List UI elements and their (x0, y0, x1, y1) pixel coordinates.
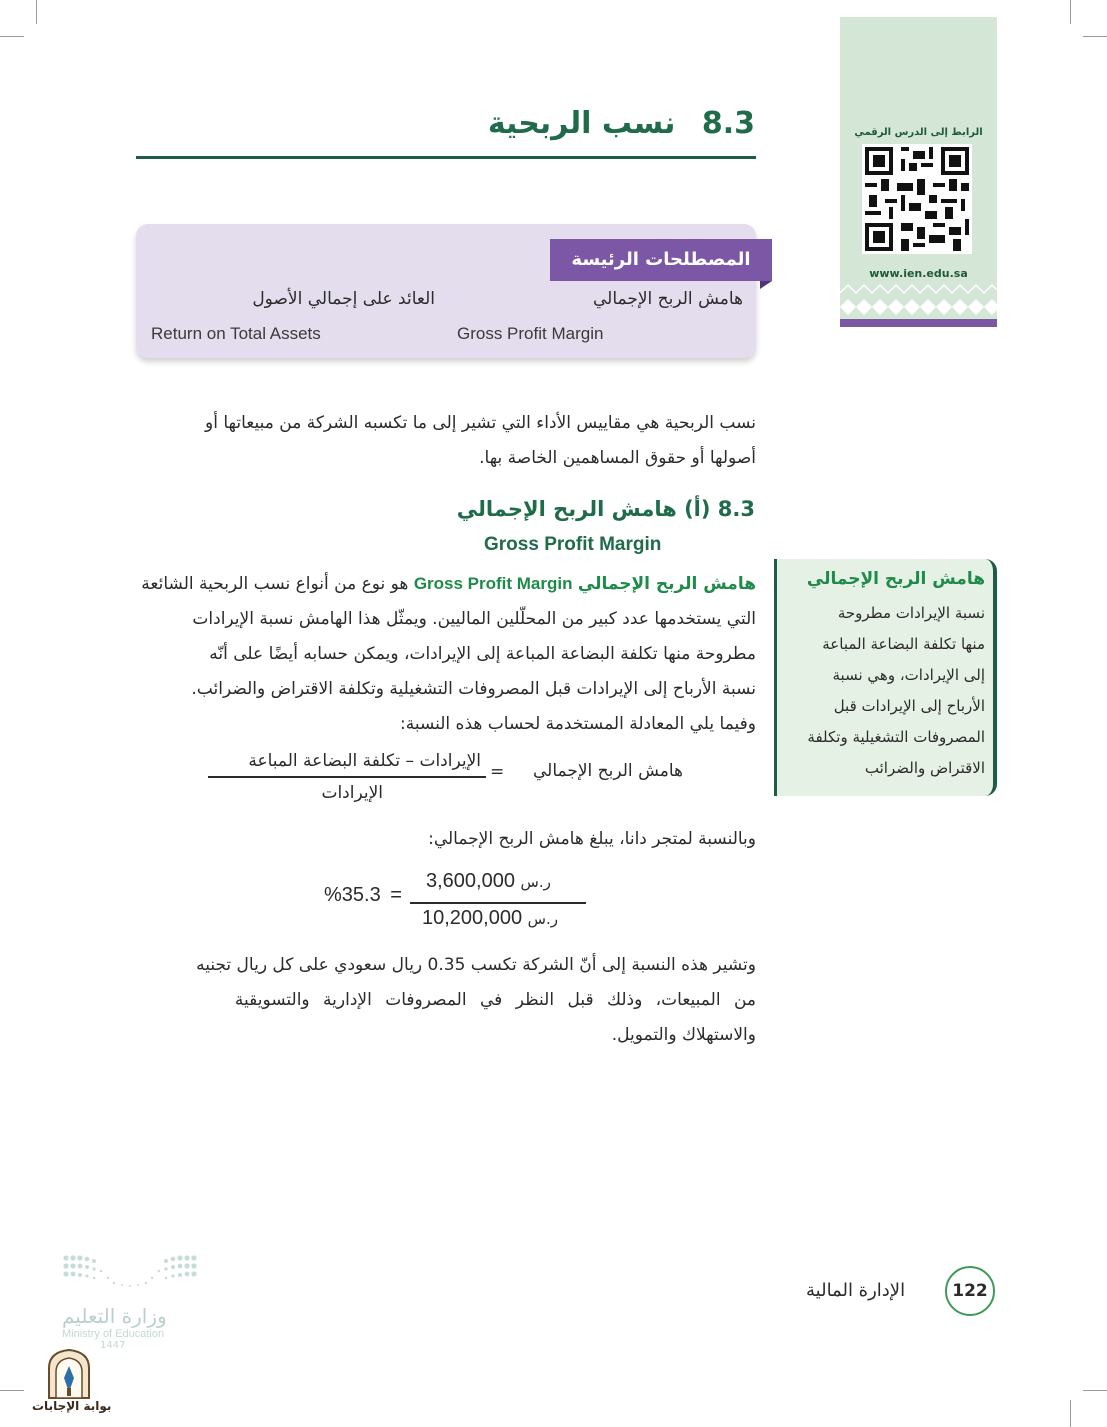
ministry-year: 1447 (100, 1340, 126, 1351)
section-title: نسب الربحية (487, 106, 676, 141)
qr-code-icon[interactable] (862, 144, 972, 254)
formula-denominator: الإيرادات (321, 783, 383, 803)
term-en: Gross Profit Margin (457, 324, 604, 343)
crop-mark (1083, 36, 1107, 37)
definition-line: الاقتراض والضرائب (864, 759, 985, 777)
crop-mark (1083, 1390, 1107, 1391)
paragraph-line: نسبة الأرباح إلى الإيرادات قبل المصروفات التشغيلية وتكلفة الاقتراض والضرائب. (191, 679, 756, 699)
title-underline (136, 156, 756, 159)
formula-equals: = (490, 762, 505, 782)
paragraph-line: مطروحة منها تكلفة البضاعة المباعة إلى الإيرادات، ويمكن حسابه أيضًا على أنّه (209, 644, 756, 664)
definition-text (789, 598, 985, 784)
conclusion-line: من المبيعات، وذلك قبل النظر في المصروفات الإدارية والتسويقية (234, 990, 756, 1010)
crop-mark (36, 0, 37, 24)
lesson-url-link[interactable]: www.ien.edu.sa (869, 267, 968, 280)
definition-title: هامش الربح الإجمالي (806, 569, 985, 589)
crop-mark (0, 36, 24, 37)
fraction-bar (208, 776, 486, 778)
gross-margin-paragraph (136, 566, 756, 742)
fraction-bar (410, 902, 586, 904)
term-ar: العائد على إجمالي الأصول (252, 289, 435, 309)
paragraph-line: وفيما يلي المعادلة المستخدمة لحساب هذه النسبة: (399, 714, 756, 734)
highlighted-term: هامش الربح الإجمالي (577, 574, 756, 594)
ministry-dots-icon (62, 1254, 198, 1288)
highlighted-term-en: Gross Profit Margin (413, 574, 573, 593)
crop-mark (1070, 1400, 1071, 1427)
conclusion-line: والاستهلاك والتمويل. (611, 1025, 756, 1045)
definition-line: إلى الإيرادات، وهي نسبة (832, 666, 985, 684)
term-en: Return on Total Assets (151, 324, 321, 343)
paragraph-line: التي يستخدمها عدد كبير من المحلّلين الماليين. ويمثّل هذا الهامش نسبة الإيرادات (192, 609, 756, 629)
formula-denominator-value (422, 907, 558, 930)
portal-logo-icon (46, 1348, 92, 1400)
page-title (488, 106, 755, 141)
term-ar: هامش الربح الإجمالي (592, 289, 743, 309)
formula-equals: = (390, 884, 402, 906)
ministry-name-en: Ministry of Education (62, 1328, 165, 1340)
crop-mark (0, 1390, 24, 1391)
example-intro: وبالنسبة لمتجر دانا، يبلغ هامش الربح الإجمالي: (428, 829, 756, 849)
key-terms-heading-text: المصطلحات الرئيسة (571, 249, 751, 270)
book-title: الإدارة المالية (806, 1280, 906, 1301)
paragraph-text: هو نوع من أنواع نسب الربحية الشائعة (141, 574, 409, 594)
formula-numerator-value (426, 870, 551, 893)
definition-line: منها تكلفة البضاعة المباعة (822, 635, 985, 653)
formula-lhs: هامش الربح الإجمالي (532, 761, 683, 781)
intro-line: نسب الربحية هي مقاييس الأداء التي تشير إلى ما تكسبه الشركة من مبيعاتها أو (205, 413, 756, 433)
section-number: 8.3 (701, 106, 755, 141)
intro-paragraph (136, 406, 756, 476)
definition-line: الأرباح إلى الإيرادات قبل (833, 697, 985, 715)
paragraph-line (136, 566, 756, 602)
formula-numerator: الإيرادات – تكلفة البضاعة المباعة (248, 751, 481, 771)
definition-box-rule (774, 559, 777, 796)
numerator-value: 3,600,000 (426, 870, 515, 892)
currency-label: ر.س (520, 873, 551, 891)
result-value: %35.3 (324, 884, 381, 906)
conclusion-line: وتشير هذه النسبة إلى أنّ الشركة تكسب 0.35 ريال سعودي على كل ريال تجنيه (196, 955, 756, 975)
denominator-value: 10,200,000 (422, 907, 523, 929)
currency-label: ر.س (527, 910, 558, 928)
side-panel-accent-bar (840, 319, 997, 327)
decorative-pattern-icon (840, 283, 997, 319)
ministry-name-ar: وزارة التعليم (62, 1304, 167, 1328)
definition-line: المصروفات التشغيلية وتكلفة (807, 728, 985, 746)
conclusion-paragraph (136, 948, 756, 1053)
tab-fold-shape (760, 281, 772, 289)
subsection-heading: 8.3 (أ) هامش الربح الإجمالي (456, 497, 755, 521)
key-terms-heading (550, 239, 772, 281)
definition-line: نسبة الإيرادات مطروحة (837, 604, 985, 622)
subsection-heading-en: Gross Profit Margin (484, 534, 662, 555)
portal-label: بوابة الإجابات (32, 1399, 112, 1413)
ministry-logo (62, 1254, 198, 1351)
qr-caption: الرابط إلى الدرس الرقمي (854, 127, 983, 138)
page-number: 122 (945, 1266, 995, 1316)
formula-result (324, 884, 402, 907)
crop-mark (1070, 0, 1071, 24)
intro-line: أصولها أو حقوق المساهمين الخاصة بها. (479, 448, 756, 468)
digital-lesson-panel (840, 17, 997, 327)
